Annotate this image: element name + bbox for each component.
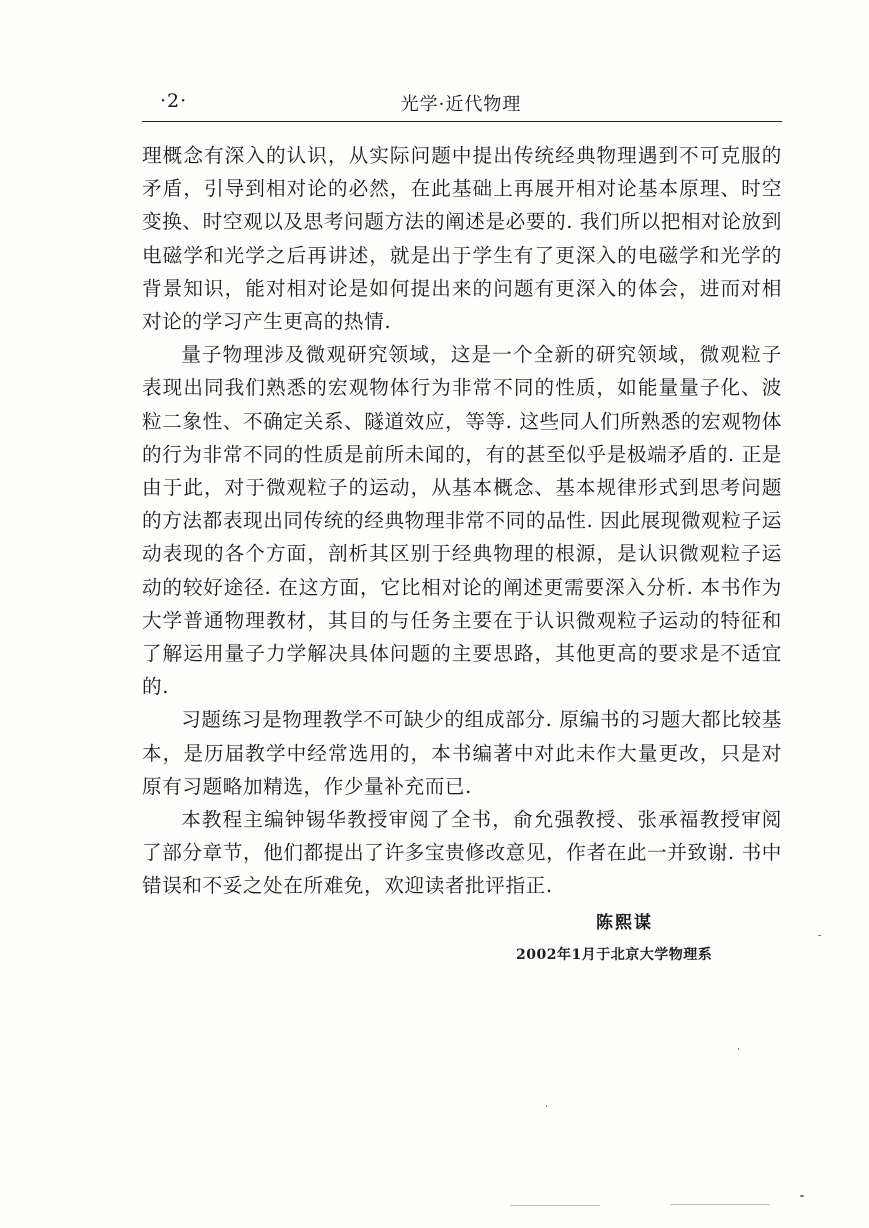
scan-speck	[546, 1105, 547, 1107]
paragraph-continuation: 理概念有深入的认识，从实际问题中提出传统经典物理遇到不可克服的矛盾，引导到相对论的必然，在此基础上再展开相对论基本原理、时空变换、时空观以及思考问题方法的阐述是必要的. 我们所以把相对论放到电磁学和光学之后再讲述，就是出于学生有了更深入的电磁学和光学的背景知识，能对相对论是如何提出来的问题有更深入的体会，进而对相对论的学习产生更高的热情.	[142, 144, 782, 334]
running-title: 光学·近代物理	[400, 94, 522, 115]
scan-speck	[670, 1204, 770, 1205]
page-header	[142, 88, 780, 118]
body-text	[142, 139, 782, 903]
paragraph-exercises: 习题练习是物理教学不可缺少的组成部分. 原编书的习题大都比较基本，是历届教学中经常选用的，本书编著中对此未作大量更改，只是对原有习题略加精选，作少量补充而已.	[142, 708, 782, 798]
paragraph-acknowledgements: 本教程主编钟锡华教授审阅了全书，俞允强教授、张承福教授审阅了部分章节，他们都提出了许多宝贵修改意见，作者在此一并致谢. 书中错误和不妥之处在所难免，欢迎读者批评指正.	[142, 808, 782, 898]
scan-speck	[738, 1048, 739, 1050]
header-rule	[142, 121, 782, 122]
scan-speck	[800, 1195, 804, 1197]
page-number: ·2·	[160, 90, 188, 112]
author-signature: 陈熙谋	[596, 913, 653, 933]
paragraph-quantum-physics: 量子物理涉及微观研究领域，这是一个全新的研究领域，微观粒子表现出同我们熟悉的宏观物体行为非常不同的性质，如能量量子化、波粒二象性、不确定关系、隧道效应，等等. 这些同人们所熟悉的宏观物体的行为非常不同的性质是前所未闻的，有的甚至似乎是极端矛盾的. 正是由于此，对于微观粒子的运动，从基本概念、基本规律形式到思考问题的方法都表现出同传统的经典物理非常不同的品性. 因此展现微观粒子运动表现的各个方面，剖析其区别于经典物理的根源，是认识微观粒子运动的较好途径. 在这方面，它比相对论的阐述更需要深入分析. 本书作为大学普通物理教材，其目的与任务主要在于认识微观粒子运动的特征和了解运用量子力学解决具体问题的主要思路，其他更高的要求是不适宜的.	[142, 343, 782, 699]
dateline: 2002年1月于北京大学物理系	[516, 947, 713, 963]
scan-speck	[510, 1205, 600, 1206]
scan-speck	[818, 935, 821, 936]
